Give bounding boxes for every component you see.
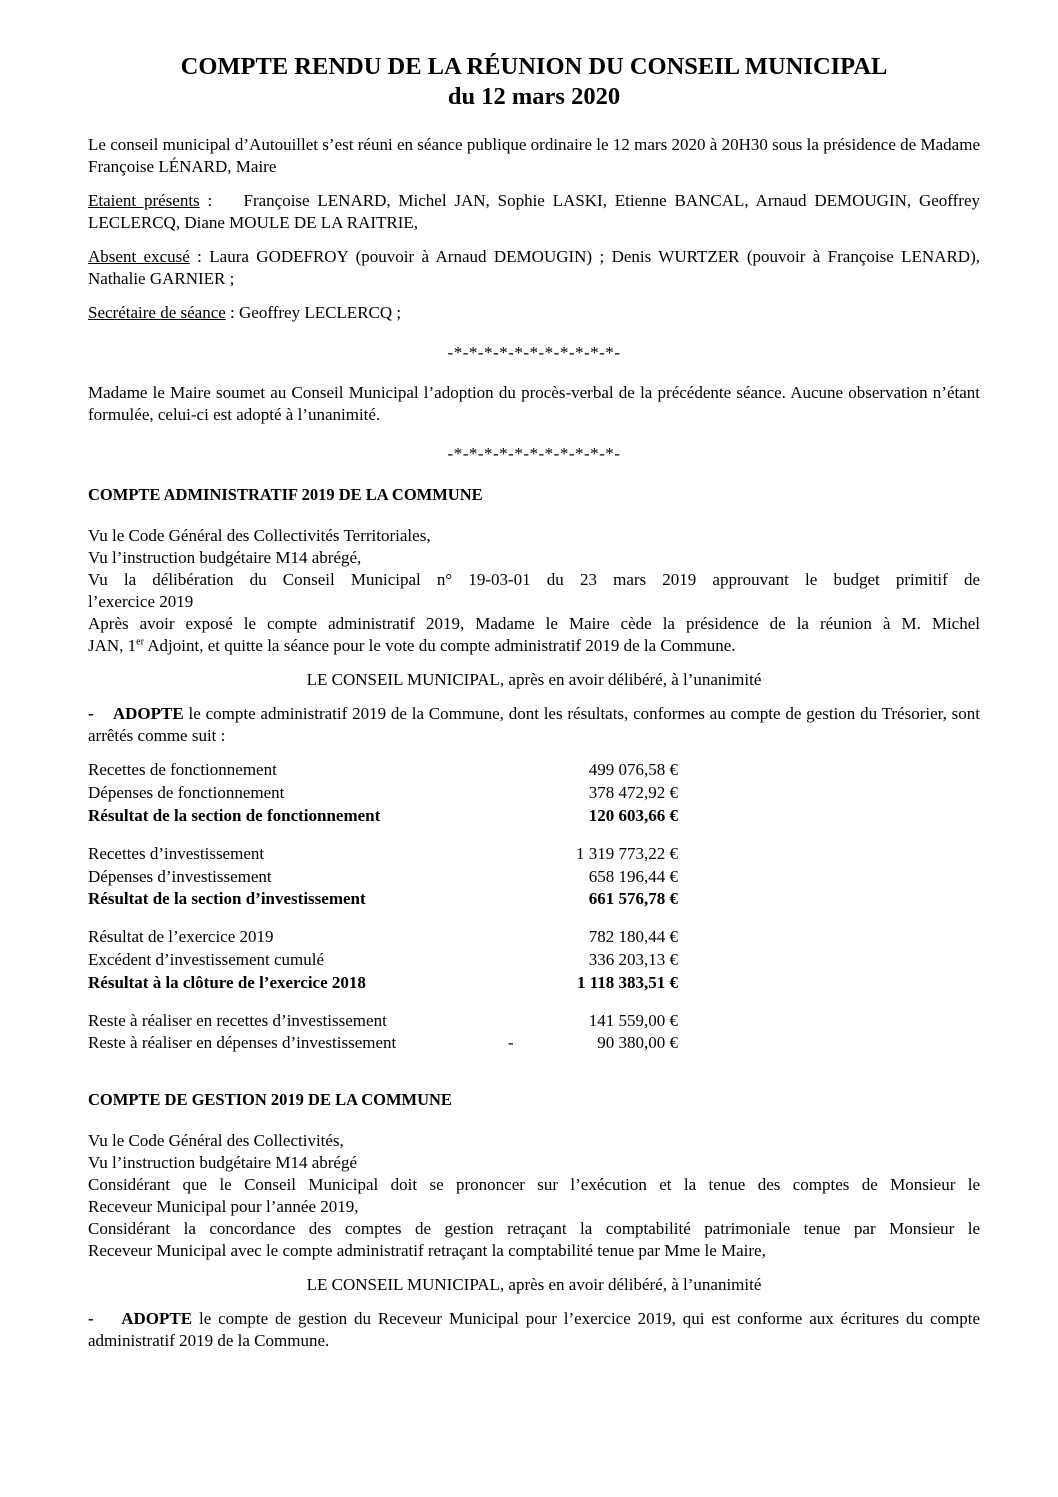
- pv-paragraph: Madame le Maire soumet au Conseil Municipal l’adoption du procès-verbal de la précédente séance. Aucune observation n’étant formulée, celui-ci est adopté à l’unanimité.: [88, 383, 980, 424]
- absent-label: Absent excusé: [88, 247, 190, 266]
- presents-label: Etaient présents: [88, 191, 200, 210]
- result-amount: 141 559,00 €: [588, 1010, 678, 1030]
- results-group-gap: [88, 911, 678, 926]
- result-label: Dépenses d’investissement: [88, 866, 272, 886]
- result-amount: 1 118 383,51 €: [576, 972, 678, 992]
- absent-paragraph: [88, 246, 980, 290]
- result-sign: -: [508, 1033, 514, 1053]
- result-sign: [500, 971, 548, 994]
- result-label: Excédent d’investissement cumulé: [88, 949, 325, 969]
- result-sign: [500, 759, 548, 782]
- vu-line-1: Vu le Code Général des Collectivités Territoriales,: [88, 526, 431, 545]
- result-amount: 658 196,44 €: [588, 866, 678, 886]
- result-amount: 499 076,58 €: [588, 760, 678, 780]
- vu-line-3a: Vu la délibération du Conseil Municipal n° 19-03-01 du 23 mars 2019 approuvant le budget primitif de: [88, 570, 980, 589]
- results-group-gap: [88, 827, 678, 842]
- vu2-line-2: Vu l’instruction budgétaire M14 abrégé: [88, 1152, 358, 1172]
- result-label: Résultat à la clôture de l’exercice 2018: [88, 972, 366, 992]
- result-amount: 1 319 773,22 €: [576, 843, 678, 863]
- presents-sep: :: [199, 191, 213, 210]
- expose-b1: JAN, 1: [88, 636, 137, 655]
- result-label: Résultat de l’exercice 2019: [88, 927, 274, 947]
- consid-line-1a: Considérant que le Conseil Municipal doit se prononcer sur l’exécution et la tenue des comptes de Monsieur le: [88, 1174, 980, 1194]
- results-row: [88, 949, 678, 972]
- secretaire-paragraph: [88, 302, 980, 324]
- section-compte-gestion-heading: COMPTE DE GESTION 2019 DE LA COMMUNE: [88, 1089, 452, 1109]
- result-amount: 90 380,00 €: [597, 1033, 678, 1053]
- section-2-considerations: [88, 1130, 980, 1262]
- result-label: Reste à réaliser en dépenses d’investissement: [88, 1033, 397, 1053]
- result-label: Dépenses de fonctionnement: [88, 783, 285, 803]
- result-amount: 120 603,66 €: [588, 805, 678, 825]
- result-sign: [500, 1009, 548, 1032]
- expose-b2: Adjoint, et quitte la séance pour le vote du compte administratif 2019 de la Commune.: [143, 636, 736, 655]
- result-amount: 661 576,78 €: [588, 889, 678, 909]
- adopte-paragraph-2: [88, 1308, 980, 1352]
- title-line-1: COMPTE RENDU DE LA RÉUNION DU CONSEIL MUNICIPAL: [180, 53, 888, 80]
- expose-line-b: [88, 635, 980, 657]
- document-title: [88, 52, 980, 112]
- result-sign: [500, 865, 548, 888]
- result-amount: 336 203,13 €: [588, 949, 678, 969]
- consid-line-2b: Receveur Municipal avec le compte administratif retraçant la comptabilité tenue par Mme le Maire,: [88, 1240, 766, 1260]
- result-amount: 782 180,44 €: [588, 927, 678, 947]
- result-amount: 378 472,92 €: [588, 783, 678, 803]
- results-row: [88, 865, 678, 888]
- result-sign: [500, 782, 548, 805]
- adopte-word-1: ADOPTE: [112, 704, 184, 723]
- result-label: Recettes de fonctionnement: [88, 760, 277, 780]
- results-row: [88, 759, 678, 782]
- results-row: [88, 1009, 678, 1032]
- results-row: [88, 1032, 678, 1055]
- expose-sup: er: [136, 636, 144, 648]
- results-row: [88, 926, 678, 949]
- presents-paragraph: [88, 190, 980, 234]
- adopte-paragraph-1: [88, 703, 980, 747]
- adopte-word-2: ADOPTE: [121, 1308, 193, 1328]
- adopte-dash-2: -: [88, 1308, 94, 1328]
- consid-line-1b: Receveur Municipal pour l’année 2019,: [88, 1196, 359, 1216]
- absent-text: : Laura GODEFROY (pouvoir à Arnaud DEMOUGIN) ; Denis WURTZER (pouvoir à Françoise LENARD), Nathalie GARNIER ;: [88, 247, 980, 288]
- consid-line-2a: Considérant la concordance des comptes de gestion retraçant la comptabilité patrimoniale tenue par Monsieur le: [88, 1218, 980, 1238]
- intro-paragraph: Le conseil municipal d’Autouillet s’est réuni en séance publique ordinaire le 12 mars 2020 à 20H30 sous la présidence de Madame Françoise LÉNARD, Maire: [88, 135, 980, 176]
- result-label: Résultat de la section de fonctionnement: [88, 805, 381, 825]
- results-row: [88, 782, 678, 805]
- result-label: Reste à réaliser en recettes d’investissement: [88, 1010, 387, 1030]
- result-label: Résultat de la section d’investissement: [88, 889, 366, 909]
- document-page: [88, 52, 980, 1352]
- result-label: Recettes d’investissement: [88, 843, 265, 863]
- results-row: [88, 805, 678, 828]
- result-sign: [500, 926, 548, 949]
- section-1-considerations: [88, 525, 980, 657]
- section-compte-administratif-heading: COMPTE ADMINISTRATIF 2019 DE LA COMMUNE: [88, 485, 483, 504]
- title-line-2: du 12 mars 2020: [447, 83, 621, 110]
- vu2-line-1: Vu le Code Général des Collectivités,: [88, 1130, 344, 1150]
- conseil-line-1: LE CONSEIL MUNICIPAL, après en avoir délibéré, à l’unanimité: [306, 670, 762, 689]
- secretaire-text: : Geoffrey LECLERCQ ;: [225, 303, 402, 322]
- separator-1: -*-*-*-*-*-*-*-*-*-*-*-: [447, 343, 621, 362]
- adopte-text-1: le compte administratif 2019 de la Commune, dont les résultats, conformes au compte de gestion du Trésorier, sont arrêtés comme suit :: [88, 704, 980, 745]
- result-sign: [500, 888, 548, 911]
- vu-line-3b: l’exercice 2019: [88, 592, 194, 611]
- adopte-text-2: le compte de gestion du Receveur Municipal pour l’exercice 2019, qui est conforme aux écritures du compte administratif 2019 de la Commune.: [88, 1308, 980, 1350]
- vu-line-2: Vu l’instruction budgétaire M14 abrégé,: [88, 548, 362, 567]
- secretaire-label: Secrétaire de séance: [88, 303, 226, 322]
- result-sign: [500, 949, 548, 972]
- result-sign: [500, 805, 548, 828]
- adopte-dash-1: -: [88, 704, 94, 723]
- results-group-gap: [88, 994, 678, 1009]
- separator-2: -*-*-*-*-*-*-*-*-*-*-*-: [447, 444, 621, 463]
- presents-text: Françoise LENARD, Michel JAN, Sophie LASKI, Etienne BANCAL, Arnaud DEMOUGIN, Geoffrey LECLERCQ, Diane MOULE DE LA RAITRIE,: [88, 191, 981, 232]
- conseil-line-2: LE CONSEIL MUNICIPAL, après en avoir délibéré, à l’unanimité: [306, 1274, 762, 1294]
- results-row: [88, 842, 678, 865]
- results-table: [88, 759, 678, 1055]
- results-row: [88, 971, 678, 994]
- result-sign: [500, 842, 548, 865]
- results-row: [88, 888, 678, 911]
- expose-line-a: Après avoir exposé le compte administratif 2019, Madame le Maire cède la présidence de la réunion à M. Michel: [88, 614, 980, 633]
